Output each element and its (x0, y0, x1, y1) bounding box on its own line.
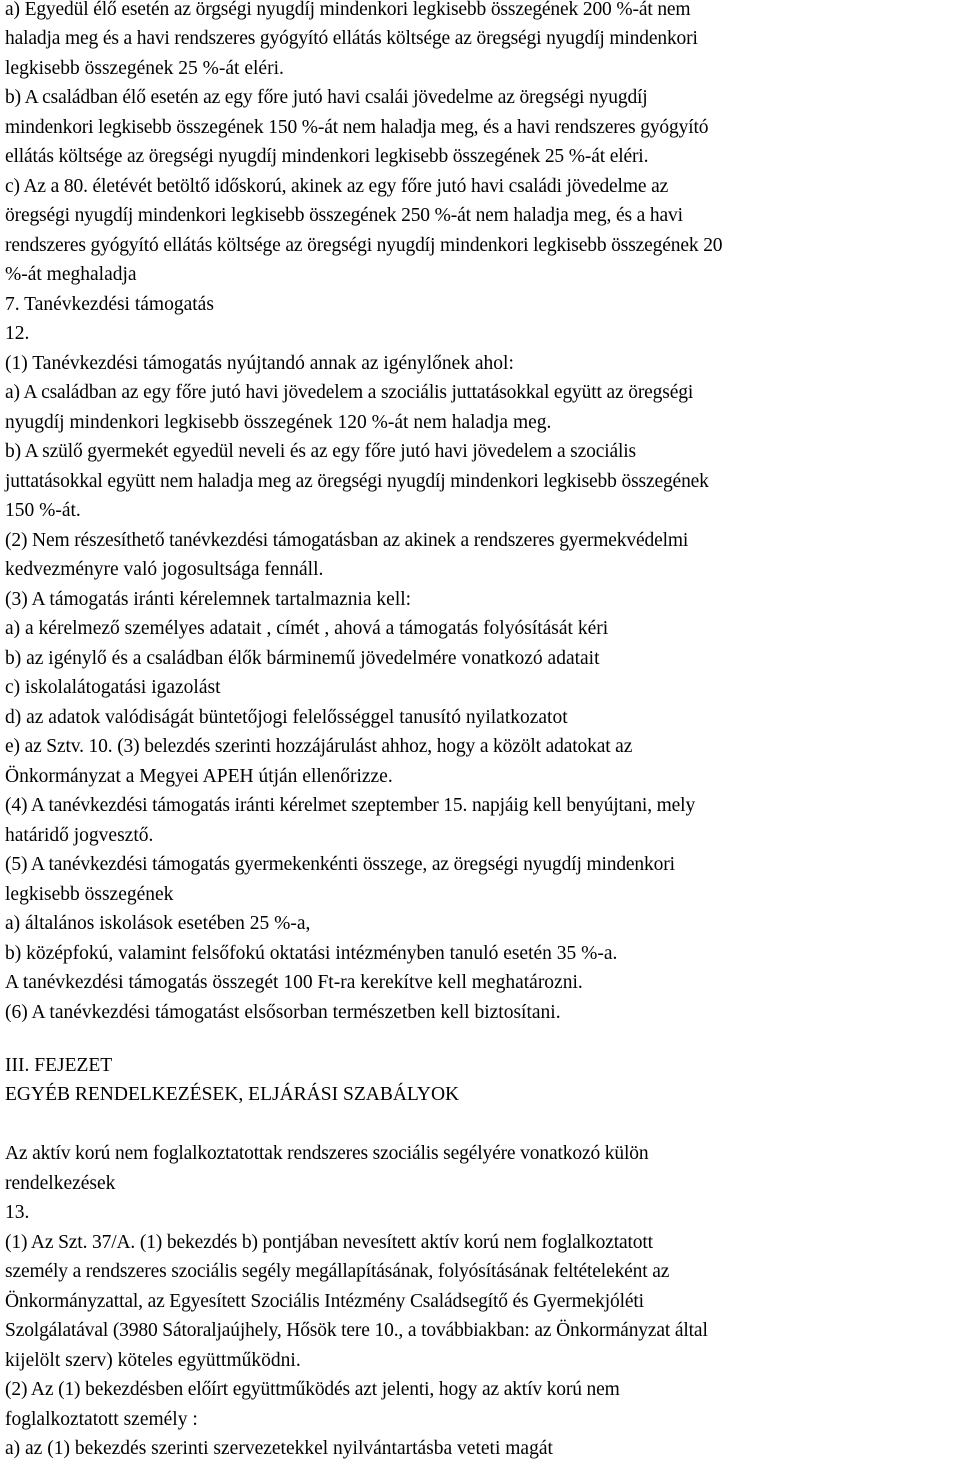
text-line: (4) A tanévkezdési támogatás iránti kérelmet szeptember 15. napjáig kell benyújtani, mely (5, 795, 696, 816)
paragraph-number: 13. (5, 1202, 30, 1223)
text-line: legkisebb összegének 25 %-át eléri. (5, 58, 284, 79)
text-line: kedvezményre való jogosultsága fennáll. (5, 559, 324, 580)
text-line: haladja meg és a havi rendszeres gyógyító ellátás költsége az öregségi nyugdíj mindenkori (5, 28, 698, 49)
text-line: foglalkoztatott személy : (5, 1409, 198, 1430)
text-line: Önkormányzat a Megyei APEH útján ellenőrizze. (5, 766, 393, 787)
subsection-heading: Az aktív korú nem foglalkoztatottak rendszeres szociális segélyére vonatkozó külön (5, 1143, 649, 1164)
text-line: c) iskolalátogatási igazolást (5, 677, 221, 698)
text-line: (2) Nem részesíthető tanévkezdési támogatásban az akinek a rendszeres gyermekvédelmi (5, 530, 689, 551)
text-line: rendszeres gyógyító ellátás költsége az öregségi nyugdíj mindenkori legkisebb összegének 20 (5, 235, 723, 256)
section-heading: 7. Tanévkezdési támogatás (5, 294, 214, 315)
text-line: ellátás költsége az öregségi nyugdíj mindenkori legkisebb összegének 25 %-át eléri. (5, 146, 649, 167)
text-line: a) A családban az egy főre jutó havi jövedelem a szociális juttatásokkal együtt az öregségi (5, 382, 694, 403)
text-line: a) az (1) bekezdés szerinti szervezetekkel nyilvántartásba veteti magát (5, 1438, 553, 1459)
chapter-title: EGYÉB RENDELKEZÉSEK, ELJÁRÁSI SZABÁLYOK (5, 1084, 460, 1105)
text-line: személy a rendszeres szociális segély megállapításának, folyósításának feltételeként az (5, 1261, 670, 1282)
text-line: (2) Az (1) bekezdésben előírt együttműködés azt jelenti, hogy az aktív korú nem (5, 1379, 620, 1400)
text-line: 150 %-át. (5, 500, 81, 521)
text-line: kijelölt szerv) köteles együttműködni. (5, 1350, 301, 1371)
text-line: a) általános iskolások esetében 25 %-a, (5, 913, 311, 934)
text-line: e) az Sztv. 10. (3) belezdés szerinti hozzájárulást ahhoz, hogy a közölt adatokat az (5, 736, 633, 757)
text-line: mindenkori legkisebb összegének 150 %-át nem haladja meg, és a havi rendszeres gyógyító (5, 117, 709, 138)
text-line: %-át meghaladja (5, 264, 137, 285)
text-line: legkisebb összegének (5, 884, 174, 905)
text-line: Szolgálatával (3980 Sátoraljaújhely, Hősök tere 10., a továbbiakban: az Önkormányzat által (5, 1320, 708, 1341)
text-line: határidő jogvesztő. (5, 825, 154, 846)
text-line: (5) A tanévkezdési támogatás gyermekenkénti összege, az öregségi nyugdíj mindenkori (5, 854, 675, 875)
text-line: juttatásokkal együtt nem haladja meg az öregségi nyugdíj mindenkori legkisebb összegének (5, 471, 709, 492)
text-line: (6) A tanévkezdési támogatást elsősorban természetben kell biztosítani. (5, 1002, 561, 1023)
text-line: (3) A támogatás iránti kérelemnek tartalmaznia kell: (5, 589, 412, 610)
text-line: a) Egyedül élő esetén az örgségi nyugdíj mindenkori legkisebb összegének 200 %-át nem (5, 0, 691, 20)
paragraph-number: 12. (5, 323, 30, 344)
text-line: (1) Tanévkezdési támogatás nyújtandó annak az igénylőnek ahol: (5, 353, 514, 374)
text-line: b) A családban élő esetén az egy főre jutó havi csalái jövedelme az öregségi nyugdíj (5, 87, 648, 108)
text-line: a) a kérelmező személyes adatait , címét , ahová a támogatás folyósítását kéri (5, 618, 609, 639)
text-line: A tanévkezdési támogatás összegét 100 Ft-ra kerekítve kell meghatározni. (5, 972, 583, 993)
text-line: c) Az a 80. életévét betöltő időskorú, akinek az egy főre jutó havi családi jövedelme az (5, 176, 669, 197)
text-line: nyugdíj mindenkori legkisebb összegének 120 %-át nem haladja meg. (5, 412, 552, 433)
text-line: Önkormányzattal, az Egyesített Szociális Intézmény Családsegítő és Gyermekjóléti (5, 1291, 644, 1312)
chapter-number: III. FEJEZET (5, 1055, 113, 1076)
text-line: b) középfokú, valamint felsőfokú oktatási intézményben tanuló esetén 35 %-a. (5, 943, 618, 964)
text-line: öregségi nyugdíj mindenkori legkisebb összegének 250 %-át nem haladja meg, és a havi (5, 205, 683, 226)
text-line: (1) Az Szt. 37/A. (1) bekezdés b) pontjában nevesített aktív korú nem foglalkoztatott (5, 1232, 653, 1253)
text-line: b) az igénylő és a családban élők bárminemű jövedelmére vonatkozó adatait (5, 648, 600, 669)
text-line: b) A szülő gyermekét egyedül neveli és az egy főre jutó havi jövedelem a szociális (5, 441, 636, 462)
text-line: d) az adatok valódiságát büntetőjogi felelősséggel tanusító nyilatkozatot (5, 707, 568, 728)
subsection-heading: rendelkezések (5, 1173, 116, 1194)
